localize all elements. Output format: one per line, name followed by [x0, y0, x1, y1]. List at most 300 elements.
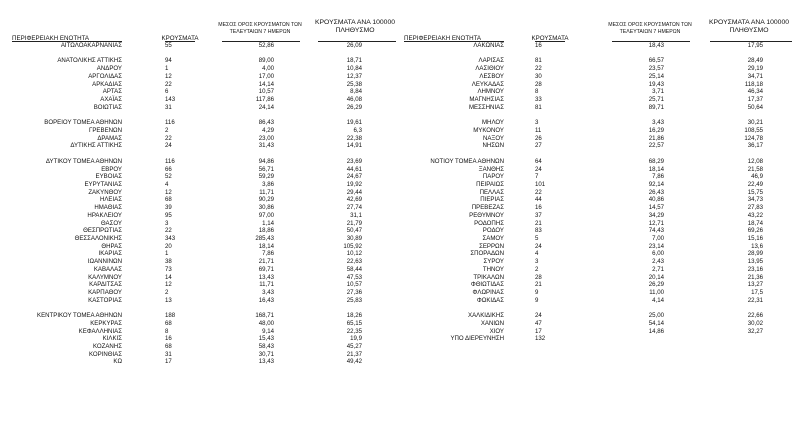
per100k-cell: 28,49 — [747, 57, 763, 65]
per100k-cell: 50,47 — [346, 227, 362, 235]
cases-cell: 101 — [535, 180, 546, 188]
per100k-cell: 18,71 — [346, 57, 362, 65]
region-cell: ΑΡΓΟΛΙΔΑΣ — [88, 72, 122, 80]
avg-cell: 4,14 — [652, 296, 664, 304]
region-cell: ΑΝΑΤΟΛΙΚΗΣ ΑΤΤΙΚΗΣ — [57, 57, 122, 65]
per100k-cell: 50,64 — [747, 103, 763, 111]
region-cell: ΠΡΕΒΕΖΑΣ — [471, 204, 504, 212]
avg-cell: 10,57 — [258, 88, 274, 96]
avg-cell: 7,86 — [652, 173, 664, 181]
avg-cell: 11,71 — [259, 281, 274, 289]
cases-cell: 16 — [165, 335, 172, 343]
per100k-cell: 27,83 — [747, 204, 763, 212]
avg-cell: 6,00 — [652, 250, 664, 258]
per100k-cell: 22,38 — [346, 134, 362, 142]
avg-cell: 90,29 — [258, 196, 274, 204]
table-row — [0, 289, 400, 297]
cases-cell: 22 — [165, 134, 172, 142]
cases-cell: 9 — [535, 289, 539, 296]
table-row — [0, 42, 400, 50]
avg-cell: 21,86 — [648, 134, 664, 142]
spacer-row — [0, 304, 400, 312]
header-avg-line2: ΤΕΛΕΥΤΑΙΩΝ 7 ΗΜΕΡΩΝ — [229, 29, 291, 35]
avg-cell: 3,43 — [652, 119, 664, 127]
table-row — [0, 96, 400, 104]
region-cell: ΚΑΡΔΙΤΣΑΣ — [89, 281, 122, 289]
table-row — [400, 274, 800, 282]
table-row — [400, 196, 800, 204]
per100k-cell: 34,73 — [747, 196, 763, 204]
avg-cell: 74,43 — [648, 227, 664, 235]
region-cell: ΣΑΜΟΥ — [482, 234, 504, 242]
header-cases: ΚΡΟΥΣΜΑΤΑ — [531, 35, 569, 42]
per100k-cell: 12,08 — [747, 157, 763, 165]
cases-cell: 22 — [535, 65, 542, 73]
cases-cell: 132 — [535, 335, 546, 343]
avg-cell: 3,43 — [262, 289, 274, 296]
avg-cell: 16,43 — [258, 296, 274, 304]
avg-cell: 14,57 — [648, 204, 664, 212]
region-cell: ΗΛΕΙΑΣ — [99, 196, 122, 204]
per100k-cell: 18,74 — [747, 219, 763, 227]
region-cell: ΧΙΟΥ — [489, 327, 504, 335]
table-row — [400, 65, 800, 73]
cases-cell: 14 — [165, 273, 172, 281]
cases-cell: 95 — [165, 211, 172, 219]
per100k-cell: 30,02 — [747, 319, 763, 327]
region-cell: ΑΡΤΑΣ — [102, 88, 122, 96]
region-cell: ΥΠΟ ΔΙΕΡΕΥΝΗΣΗ — [450, 335, 504, 343]
region-cell: ΘΗΡΑΣ — [101, 242, 122, 250]
cases-cell: 2 — [535, 265, 539, 273]
per100k-cell: 6,3 — [353, 126, 362, 134]
avg-cell: 11,71 — [259, 188, 274, 196]
per100k-cell: 30,21 — [747, 119, 763, 127]
cases-cell: 12 — [165, 281, 172, 289]
region-cell: ΕΥΡΥΤΑΝΙΑΣ — [84, 180, 122, 188]
region-cell: ΜΑΓΝΗΣΙΑΣ — [469, 96, 504, 104]
avg-cell: 48,00 — [258, 319, 274, 327]
avg-cell: 9,14 — [262, 327, 274, 335]
per100k-cell: 46,08 — [346, 96, 362, 104]
region-cell: ΜΗΛΟΥ — [481, 119, 504, 127]
per100k-cell: 27,36 — [346, 289, 362, 296]
table-row — [400, 96, 800, 104]
table-row — [0, 158, 400, 166]
cases-cell: 81 — [535, 57, 542, 65]
avg-cell: 168,71 — [255, 312, 274, 320]
cases-cell: 81 — [535, 103, 542, 111]
table-row — [400, 212, 800, 220]
per100k-cell: 8,84 — [350, 88, 362, 96]
table-row — [400, 127, 800, 135]
cases-cell: 7 — [535, 173, 539, 181]
header-avg-line2: ΤΕΛΕΥΤΑΙΩΝ 7 ΗΜΕΡΩΝ — [619, 29, 681, 35]
cases-cell: 38 — [165, 258, 172, 266]
per100k-cell: 46,34 — [747, 88, 763, 96]
per100k-cell: 29,44 — [346, 188, 362, 196]
per100k-cell: 21,79 — [346, 219, 362, 227]
cases-cell: 143 — [165, 96, 176, 104]
table-row — [0, 243, 400, 251]
region-cell: ΘΕΣΠΡΩΤΙΑΣ — [83, 227, 122, 235]
spacer-row — [400, 50, 800, 58]
cases-cell: 28 — [535, 273, 542, 281]
avg-cell: 20,14 — [648, 273, 664, 281]
cases-cell: 16 — [535, 204, 542, 212]
region-cell: ΚΙΛΚΙΣ — [102, 335, 122, 343]
cases-cell: 8 — [535, 88, 539, 96]
per100k-cell: 10,84 — [346, 65, 362, 73]
table-row — [400, 57, 800, 65]
avg-cell: 25,00 — [648, 312, 664, 320]
avg-cell: 4,00 — [262, 65, 274, 73]
left-table-header — [0, 18, 400, 42]
region-cell: ΞΑΝΘΗΣ — [478, 165, 504, 173]
cases-cell: 3 — [535, 258, 539, 266]
table-row — [400, 227, 800, 235]
cases-cell: 27 — [535, 142, 542, 150]
table-row — [400, 119, 800, 127]
per100k-cell: 44,61 — [346, 165, 362, 173]
per100k-cell: 118,18 — [744, 80, 763, 88]
avg-cell: 23,57 — [648, 65, 664, 73]
region-cell: ΑΧΑΪΑΣ — [100, 96, 122, 104]
avg-cell: 2,43 — [652, 258, 664, 266]
per100k-cell: 45,27 — [346, 343, 362, 351]
region-cell: ΛΗΜΝΟΥ — [477, 88, 504, 96]
region-cell: ΚΑΒΑΛΑΣ — [93, 265, 122, 273]
per100k-cell: 19,92 — [346, 180, 362, 188]
cases-cell: 24 — [535, 165, 542, 173]
table-row — [0, 320, 400, 328]
region-cell: ΧΑΛΚΙΔΙΚΗΣ — [468, 312, 504, 320]
table-row — [400, 328, 800, 336]
table-row — [400, 42, 800, 50]
avg-cell: 40,86 — [648, 196, 664, 204]
region-cell: ΚΕΡΚΥΡΑΣ — [90, 319, 122, 327]
avg-cell: 1,14 — [262, 219, 274, 227]
table-row — [0, 343, 400, 351]
region-cell: ΛΑΚΩΝΙΑΣ — [473, 42, 504, 49]
region-cell: ΑΡΚΑΔΙΑΣ — [92, 80, 122, 88]
region-cell: ΔΡΑΜΑΣ — [97, 134, 122, 142]
table-row — [0, 142, 400, 150]
cases-cell: 12 — [165, 188, 172, 196]
cases-cell: 24 — [165, 142, 172, 150]
cases-cell: 17 — [165, 358, 172, 366]
avg-cell: 22,57 — [648, 142, 664, 150]
avg-cell: 18,86 — [258, 227, 274, 235]
table-row — [0, 281, 400, 289]
table-row — [0, 119, 400, 127]
table-row — [400, 220, 800, 228]
table-row — [0, 127, 400, 135]
cases-cell: 188 — [165, 312, 176, 320]
region-cell: ΤΡΙΚΑΛΩΝ — [473, 273, 504, 281]
table-row — [400, 335, 800, 343]
region-cell: ΗΜΑΘΙΑΣ — [94, 204, 122, 212]
per100k-cell: 28,99 — [747, 250, 763, 258]
region-cell: ΠΕΙΡΑΙΩΣ — [476, 180, 504, 188]
region-cell: ΜΕΣΣΗΝΙΑΣ — [468, 103, 504, 111]
per100k-cell: 26,09 — [346, 42, 362, 49]
spacer-row — [400, 351, 800, 359]
right-rows — [400, 42, 800, 366]
header-avg-line1: ΜΕΣΟΣ ΟΡΟΣ ΚΡΟΥΣΜΑΤΩΝ ΤΩΝ — [218, 22, 302, 28]
region-cell: ΜΥΚΟΝΟΥ — [473, 126, 504, 134]
avg-cell: 26,29 — [648, 281, 664, 289]
avg-cell: 18,14 — [648, 165, 664, 173]
per100k-cell: 17,95 — [747, 42, 763, 49]
cases-cell: 1 — [165, 65, 169, 73]
spacer-row — [0, 150, 400, 158]
region-cell: ΘΕΣΣΑΛΟΝΙΚΗΣ — [74, 234, 122, 242]
region-cell: ΗΡΑΚΛΕΙΟΥ — [87, 211, 122, 219]
avg-cell: 2,71 — [652, 265, 664, 273]
per100k-cell: 30,89 — [346, 234, 362, 242]
per100k-cell: 12,37 — [346, 72, 362, 80]
per100k-cell: 25,38 — [346, 80, 362, 88]
region-cell: ΚΟΖΑΝΗΣ — [93, 343, 122, 351]
avg-cell: 89,71 — [648, 103, 664, 111]
cases-cell: 30 — [535, 72, 542, 80]
region-cell: ΓΡΕΒΕΝΩΝ — [89, 126, 122, 134]
cases-cell: 64 — [535, 157, 542, 165]
avg-cell: 86,43 — [258, 119, 274, 127]
per100k-cell: 32,27 — [747, 327, 763, 335]
header-per100k-line1: ΚΡΟΥΣΜΑΤΑ ΑΝΑ 100000 — [314, 19, 396, 26]
region-cell: ΘΑΣΟΥ — [100, 219, 122, 227]
table-row — [400, 104, 800, 112]
avg-cell: 25,71 — [648, 96, 664, 104]
cases-cell: 37 — [535, 211, 542, 219]
region-cell: ΚΑΣΤΟΡΙΑΣ — [88, 296, 122, 304]
table-row — [400, 142, 800, 150]
per100k-cell: 17,5 — [751, 289, 763, 296]
per100k-cell: 42,69 — [346, 196, 362, 204]
cases-cell: 4 — [165, 180, 169, 188]
avg-cell: 11,00 — [649, 289, 664, 296]
table-row — [400, 281, 800, 289]
table-row — [400, 88, 800, 96]
cases-cell: 22 — [165, 80, 172, 88]
spacer-row — [400, 150, 800, 158]
cases-cell: 22 — [165, 227, 172, 235]
region-cell: ΡΟΔΟΥ — [482, 227, 504, 235]
per100k-cell: 29,19 — [747, 65, 763, 73]
avg-cell: 17,00 — [258, 72, 274, 80]
table-row — [0, 166, 400, 174]
cases-cell: 20 — [165, 242, 172, 250]
cases-cell: 1 — [165, 250, 169, 258]
avg-cell: 15,43 — [258, 335, 274, 343]
per100k-cell: 23,69 — [346, 157, 362, 165]
avg-cell: 58,43 — [258, 343, 274, 351]
region-cell: ΔΥΤΙΚΟΥ ΤΟΜΕΑ ΑΘΗΝΩΝ — [45, 157, 122, 165]
table-row — [400, 258, 800, 266]
per100k-cell: 21,36 — [747, 273, 763, 281]
avg-cell: 30,71 — [258, 350, 274, 358]
table-row — [0, 351, 400, 359]
per100k-cell: 24,67 — [346, 173, 362, 181]
region-cell: ΤΗΝΟΥ — [482, 265, 504, 273]
region-cell: ΦΘΙΩΤΙΔΑΣ — [470, 281, 504, 289]
header-region: ΠΕΡΙΦΕΡΕΙΑΚΗ ΕΝΟΤΗΤΑ — [404, 35, 482, 42]
region-cell: ΣΥΡΟΥ — [483, 258, 504, 266]
cases-cell: 94 — [165, 57, 172, 65]
cases-cell: 21 — [535, 219, 542, 227]
avg-cell: 285,43 — [255, 234, 274, 242]
avg-cell: 89,00 — [258, 57, 274, 65]
table-row — [400, 166, 800, 174]
left-rows — [0, 42, 400, 366]
per100k-cell: 22,49 — [747, 180, 763, 188]
table-row — [400, 235, 800, 243]
per100k-cell: 22,35 — [346, 327, 362, 335]
region-cell: ΑΙΤΩΛΟΑΚΑΡΝΑΝΙΑΣ — [60, 42, 122, 49]
region-cell: ΚΕΝΤΡΙΚΟΥ ΤΟΜΕΑ ΑΘΗΝΩΝ — [37, 312, 122, 320]
cases-cell: 16 — [535, 42, 542, 49]
per100k-cell: 43,22 — [747, 211, 763, 219]
table-row — [400, 135, 800, 143]
table-row — [0, 335, 400, 343]
header-per100k-line2: ΠΛΗΘΥΣΜΟ — [335, 27, 375, 34]
table-row — [0, 104, 400, 112]
cases-cell: 12 — [165, 72, 172, 80]
per100k-cell: 47,53 — [346, 273, 362, 281]
table-row — [400, 81, 800, 89]
cases-cell: 28 — [535, 80, 542, 88]
region-cell: ΒΟΙΩΤΙΑΣ — [93, 103, 122, 111]
table-row — [0, 274, 400, 282]
header-region: ΠΕΡΙΦΕΡΕΙΑΚΗ ΕΝΟΤΗΤΑ — [12, 35, 90, 42]
avg-cell: 23,00 — [258, 134, 274, 142]
per100k-cell: 105,92 — [343, 242, 362, 250]
avg-cell: 24,14 — [258, 103, 274, 111]
table-row — [0, 81, 400, 89]
cases-cell: 2 — [165, 289, 169, 296]
cases-cell: 3 — [165, 219, 169, 227]
region-cell: ΕΥΒΟΙΑΣ — [95, 173, 122, 181]
avg-cell: 94,86 — [258, 157, 274, 165]
per100k-cell: 13,6 — [751, 242, 763, 250]
region-cell: ΠΙΕΡΙΑΣ — [480, 196, 504, 204]
table-row — [400, 189, 800, 197]
region-cell: ΚΑΡΠΑΘΟΥ — [88, 289, 122, 296]
header-per100k-line1: ΚΡΟΥΣΜΑΤΑ ΑΝΑ 100000 — [708, 19, 790, 26]
spacer-row — [400, 111, 800, 119]
region-cell: ΡΕΘΥΜΝΟΥ — [469, 211, 504, 219]
table-row — [0, 181, 400, 189]
region-cell: ΧΑΝΙΩΝ — [480, 319, 504, 327]
table-row — [400, 289, 800, 297]
avg-cell: 30,86 — [258, 204, 274, 212]
table-row — [0, 73, 400, 81]
table-row — [400, 158, 800, 166]
cases-cell: 52 — [165, 173, 172, 181]
avg-cell: 18,14 — [258, 242, 274, 250]
per100k-cell: 23,16 — [747, 265, 763, 273]
avg-cell: 25,14 — [648, 72, 664, 80]
region-cell: ΣΠΟΡΑΔΩΝ — [470, 250, 504, 258]
per100k-cell: 17,37 — [747, 96, 763, 104]
avg-cell: 56,71 — [258, 165, 274, 173]
table-row — [0, 358, 400, 366]
avg-cell: 34,29 — [648, 211, 664, 219]
avg-cell: 18,43 — [648, 42, 664, 49]
avg-cell: 13,43 — [258, 273, 274, 281]
cases-cell: 68 — [165, 319, 172, 327]
avg-cell: 117,86 — [255, 96, 274, 104]
per100k-cell: 31,1 — [350, 211, 362, 219]
avg-cell: 68,29 — [648, 157, 664, 165]
spacer-row — [400, 343, 800, 351]
region-cell: ΚΕΦΑΛΛΗΝΙΑΣ — [78, 327, 122, 335]
region-cell: ΦΩΚΙΔΑΣ — [476, 296, 504, 304]
cases-cell: 55 — [165, 42, 172, 49]
cases-cell: 5 — [535, 234, 539, 242]
per100k-cell: 22,63 — [346, 258, 362, 266]
cases-cell: 66 — [165, 165, 172, 173]
region-cell: ΚΩ — [113, 358, 122, 366]
table-row — [400, 173, 800, 181]
avg-cell: 69,71 — [258, 265, 274, 273]
spacer-row — [400, 304, 800, 312]
avg-cell: 7,86 — [262, 250, 274, 258]
avg-cell: 7,00 — [652, 234, 664, 242]
cases-cell: 116 — [165, 119, 175, 127]
table-row — [400, 181, 800, 189]
avg-cell: 12,71 — [648, 219, 664, 227]
region-cell: ΔΥΤΙΚΗΣ ΑΤΤΙΚΗΣ — [70, 142, 122, 150]
table-row — [0, 227, 400, 235]
per100k-cell: 22,31 — [747, 296, 763, 304]
avg-cell: 3,86 — [262, 180, 274, 188]
per100k-cell: 26,29 — [346, 103, 362, 111]
region-cell: ΒΟΡΕΙΟΥ ΤΟΜΕΑ ΑΘΗΝΩΝ — [44, 119, 122, 127]
per100k-cell: 65,15 — [346, 319, 362, 327]
region-cell: ΝΑΞΟΥ — [482, 134, 504, 142]
header-cases: ΚΡΟΥΣΜΑΤΑ — [161, 35, 199, 42]
table-row — [400, 312, 800, 320]
table-row — [0, 328, 400, 336]
region-cell: ΛΕΥΚΑΔΑΣ — [471, 80, 504, 88]
cases-cell: 4 — [535, 250, 539, 258]
table-row — [0, 135, 400, 143]
cases-cell: 11 — [535, 126, 542, 134]
table-row — [0, 312, 400, 320]
region-cell: ΛΑΣΙΘΙΟΥ — [475, 65, 504, 73]
table-row — [0, 65, 400, 73]
region-cell: ΕΒΡΟΥ — [101, 165, 122, 173]
header-per100k-line2: ΠΛΗΘΥΣΜΟ — [729, 27, 769, 34]
avg-cell: 66,57 — [648, 57, 664, 65]
per100k-cell: 58,44 — [346, 265, 362, 273]
cases-cell: 31 — [165, 103, 172, 111]
region-cell: ΡΟΔΟΠΗΣ — [474, 219, 504, 227]
avg-cell: 52,86 — [258, 42, 274, 49]
avg-cell: 13,43 — [258, 358, 274, 366]
region-cell: ΠΕΛΛΑΣ — [479, 188, 504, 196]
cases-cell: 343 — [165, 234, 176, 242]
avg-cell: 4,29 — [262, 126, 274, 134]
per100k-cell: 124,78 — [744, 134, 763, 142]
table-row — [400, 204, 800, 212]
avg-cell: 26,43 — [648, 188, 664, 196]
region-cell: ΖΑΚΥΝΘΟΥ — [88, 188, 122, 196]
region-cell: ΠΑΡΟΥ — [482, 173, 504, 181]
